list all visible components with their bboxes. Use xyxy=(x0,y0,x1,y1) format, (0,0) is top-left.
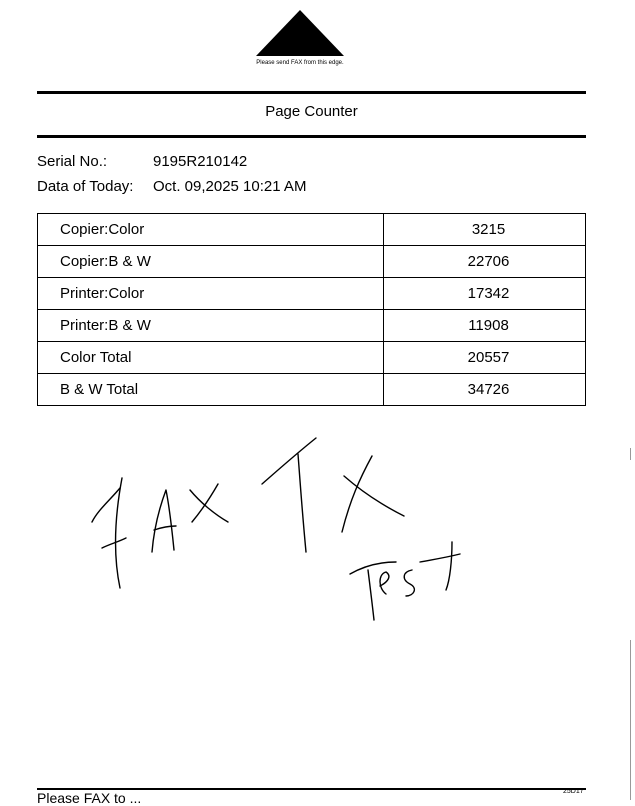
table-row xyxy=(38,310,586,342)
table-row xyxy=(38,278,586,310)
scan-edge-mark xyxy=(630,640,631,800)
serial-value: 9195R210142 xyxy=(153,153,248,170)
page-counter-table xyxy=(37,213,586,406)
fax-edge-triangle-icon xyxy=(256,10,344,56)
handwritten-note xyxy=(80,430,480,630)
fax-edge-note: Please send FAX from this edge. xyxy=(256,60,344,66)
counter-value: 17342 xyxy=(384,278,586,310)
title-rule xyxy=(37,135,586,138)
counter-label: Copier:Color xyxy=(38,214,384,246)
counter-value: 3215 xyxy=(384,214,586,246)
counter-value: 20557 xyxy=(384,342,586,374)
table-row xyxy=(38,342,586,374)
counter-label: Color Total xyxy=(38,342,384,374)
footer-code: 25D17 xyxy=(563,788,584,795)
table-row xyxy=(38,374,586,406)
counter-label: Copier:B & W xyxy=(38,246,384,278)
date-label: Data of Today: xyxy=(37,178,134,195)
serial-label: Serial No.: xyxy=(37,153,108,170)
footer-text: Please FAX to ... xyxy=(37,790,142,806)
scan-edge-mark xyxy=(630,448,631,460)
counter-label: B & W Total xyxy=(38,374,384,406)
counter-label: Printer:Color xyxy=(38,278,384,310)
top-rule xyxy=(37,91,586,94)
table-row xyxy=(38,246,586,278)
counter-value: 22706 xyxy=(384,246,586,278)
table-row xyxy=(38,214,586,246)
counter-value: 11908 xyxy=(384,310,586,342)
counter-label: Printer:B & W xyxy=(38,310,384,342)
date-value: Oct. 09,2025 10:21 AM xyxy=(153,178,307,195)
counter-value: 34726 xyxy=(384,374,586,406)
page-title: Page Counter xyxy=(265,103,358,120)
